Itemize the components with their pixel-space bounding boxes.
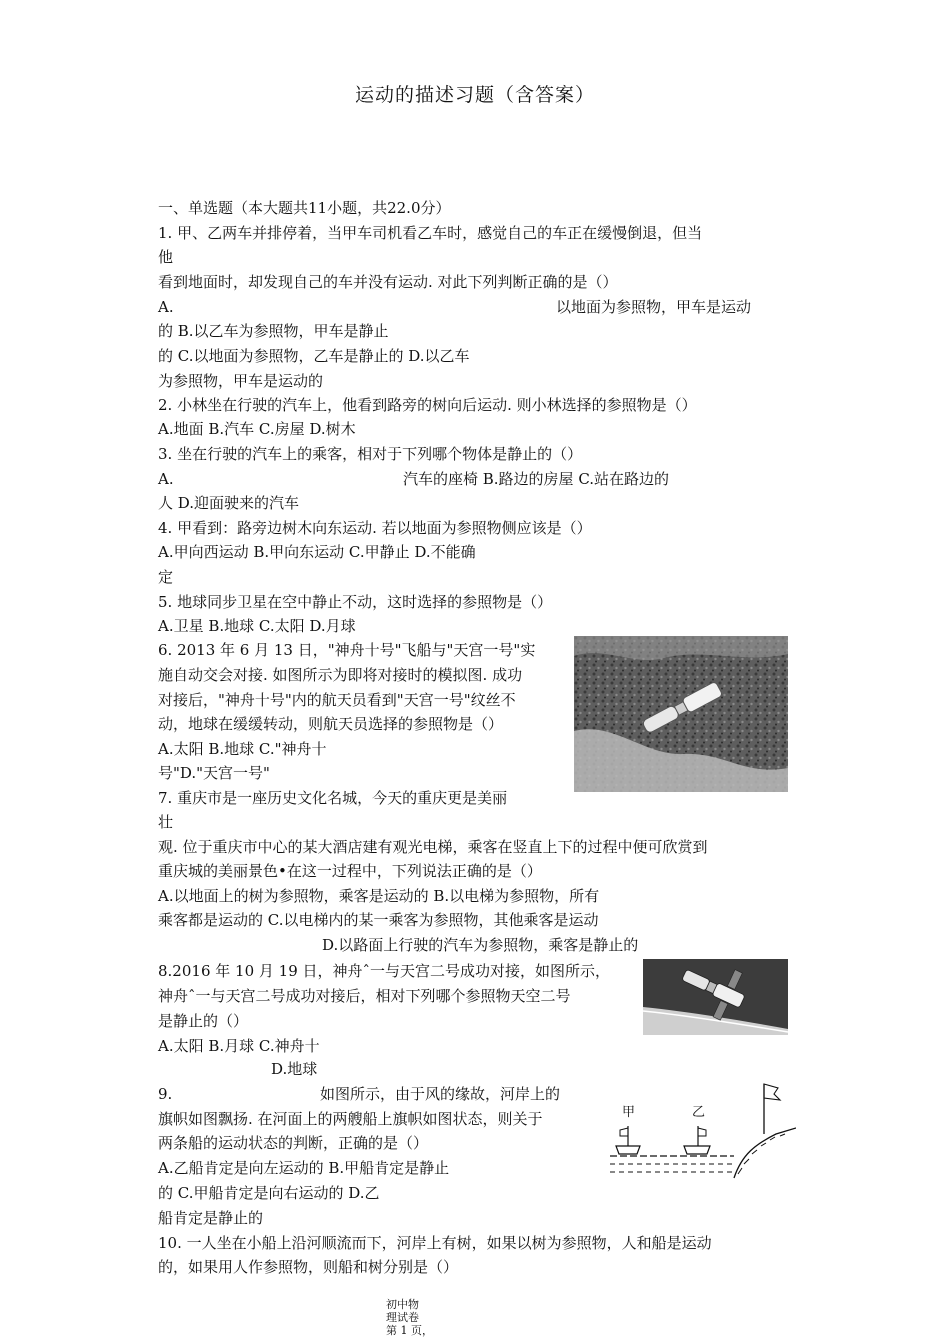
q9-options: 船肯定是静止的 xyxy=(158,1209,264,1227)
q9-stem: 如图所示，由于风的缘故，河岸上的 xyxy=(320,1085,561,1103)
q6-stem: 对接后，"神舟十号"内的航天员看到"天宫一号"纹丝不 xyxy=(158,691,516,709)
q3-option-a: A. xyxy=(158,470,174,488)
q7-stem: 观. 位于重庆市中心的某大酒店建有观光电梯，乘客在竖直上下的过程中便可欣赏到 xyxy=(158,838,708,856)
q5-options: A.卫星 B.地球 C.太阳 D.月球 xyxy=(158,617,356,635)
q6-stem: 动，地球在缓缓转动，则航天员选择的参照物是（） xyxy=(158,715,504,733)
q10-stem: 的，如果用人作参照物，则船和树分别是（） xyxy=(158,1258,459,1276)
q6-stem: 6. 2013 年 6 月 13 日，"神舟十号"飞船与"天宫一号"实 xyxy=(158,641,536,659)
q9-options: A.乙船肯定是向左运动的 B.甲船肯定是静止 xyxy=(158,1159,450,1177)
q8-stem: 8.2016 年 10 月 19 日，神舟ˆ一与天宫二号成功对接，如图所示， xyxy=(158,962,611,980)
q10-stem: 10. 一人坐在小船上沿河顺流而下，河岸上有树，如果以树为参照物，人和船是运动 xyxy=(158,1234,712,1252)
q1-options: 的 B.以乙车为参照物，甲车是静止 xyxy=(158,322,389,340)
q3-options: 汽车的座椅 B.路边的房屋 C.站在路边的 xyxy=(403,470,670,488)
boat-jia-label: 甲 xyxy=(622,1105,636,1120)
section-heading: 一、单选题（本大题共11小题，共22.0分） xyxy=(158,199,451,217)
q8-options: A.太阳 B.月球 C.神舟十 xyxy=(158,1037,320,1055)
q7-stem: 7. 重庆市是一座历史文化名城，今天的重庆更是美丽 xyxy=(158,789,508,807)
q7-option-d: D.以路面上行驶的汽车为参照物，乘客是静止的 xyxy=(322,936,639,954)
q6-options: 号"D."天宫一号" xyxy=(158,764,270,782)
q1-options: 为参照物，甲车是运动的 xyxy=(158,372,324,390)
footer-line: 理试卷 xyxy=(386,1311,419,1324)
q7-stem: 重庆城的美丽景色•在这一过程中，下列说法正确的是（） xyxy=(158,862,542,880)
boat-yi-label: 乙 xyxy=(692,1105,706,1120)
q1-stem-cont: 看到地面时，却发现自己的车并没有运动. 对此下列判断正确的是（） xyxy=(158,273,618,291)
q6-options: A.太阳 B.地球 C."神舟十 xyxy=(158,740,327,758)
q1-stem: 1. 甲、乙两车并排停着，当甲车司机看乙车时，感觉自己的车正在缓慢倒退，但当 xyxy=(158,224,703,242)
q7-options: A.以地面上的树为参照物，乘客是运动的 B.以电梯为参照物，所有 xyxy=(158,887,600,905)
q2-stem: 2. 小林坐在行驶的汽车上，他看到路旁的树向后运动. 则小林选择的参照物是（） xyxy=(158,396,697,414)
q5-stem: 5. 地球同步卫星在空中静止不动，这时选择的参照物是（） xyxy=(158,593,553,611)
q1-option-a-text: 以地面为参照物，甲车是运动 xyxy=(556,298,752,316)
boats-diagram xyxy=(606,1074,796,1184)
q2-options: A.地面 B.汽车 C.房屋 D.树木 xyxy=(158,420,356,438)
q9-number: 9. xyxy=(158,1085,173,1103)
q7-options: 乘客都是运动的 C.以电梯内的某一乘客为参照物，其他乘客是运动 xyxy=(158,911,599,929)
page-title: 运动的描述习题（含答案） xyxy=(354,84,595,106)
q1-options: 的 C.以地面为参照物，乙车是静止的 D.以乙车 xyxy=(158,347,470,365)
q3-options: 人 D.迎面驶来的汽车 xyxy=(158,494,300,512)
q3-stem: 3. 坐在行驶的汽车上的乘客，相对于下列哪个物体是静止的（） xyxy=(158,445,583,463)
q8-option-d: D.地球 xyxy=(271,1060,318,1078)
q4-stem: 4. 甲看到：路旁边树木向东运动. 若以地面为参照物侧应该是（） xyxy=(158,519,592,537)
page-footer xyxy=(386,1298,446,1337)
footer-line: 第 1 页， xyxy=(386,1324,433,1337)
q9-stem: 旗帜如图飘扬. 在河面上的两艘船上旗帜如图状态，则关于 xyxy=(158,1110,543,1128)
q9-options: 的 C.甲船肯定是向右运动的 D.乙 xyxy=(158,1184,380,1202)
q8-stem: 神舟ˆ一与天宫二号成功对接后，相对下列哪个参照物天空二号 xyxy=(158,987,571,1005)
space-station-photo xyxy=(643,959,788,1035)
q1-stem-cont: 他 xyxy=(158,248,174,266)
q4-options: 定 xyxy=(158,568,174,586)
q4-options: A.甲向西运动 B.甲向东运动 C.甲静止 D.不能确 xyxy=(158,543,476,561)
q1-option-a: A. xyxy=(158,298,174,316)
q8-stem: 是静止的（） xyxy=(158,1012,249,1030)
footer-line: 初中物 xyxy=(386,1298,419,1311)
q6-stem: 施自动交会对接. 如图所示为即将对接时的模拟图. 成功 xyxy=(158,666,523,684)
docking-photo xyxy=(574,636,788,792)
q9-stem: 两条船的运动状态的判断，正确的是（） xyxy=(158,1134,429,1152)
q7-stem: 壮 xyxy=(158,813,174,831)
